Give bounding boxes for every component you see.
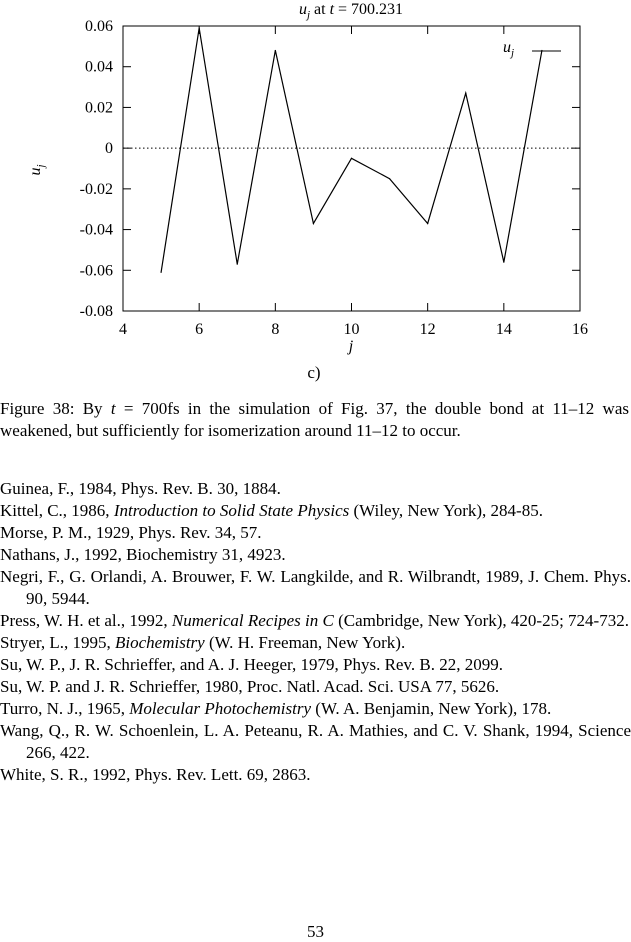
data-point xyxy=(237,264,238,265)
y-axis-label-var: u xyxy=(27,167,44,176)
data-point xyxy=(503,262,504,263)
data-point xyxy=(313,223,314,224)
chart-title-t: t xyxy=(329,1,335,18)
data-point xyxy=(351,158,352,159)
caption-t: t xyxy=(110,399,116,418)
legend-label-sub: j xyxy=(511,47,515,59)
reference-title: Biochemistry xyxy=(115,633,205,652)
reference-publisher: (W. A. Benjamin, New York), 178. xyxy=(311,699,552,718)
reference-item xyxy=(0,478,631,500)
figure-caption xyxy=(0,398,629,442)
y-tick-label: 0.06 xyxy=(85,18,113,35)
data-point xyxy=(427,223,428,224)
y-tick-label: -0.08 xyxy=(79,303,113,320)
reference-text: Turro, N. J., 1965, xyxy=(0,699,130,718)
x-tick-label: 6 xyxy=(195,321,204,338)
data-point xyxy=(389,178,390,179)
page-number: 53 xyxy=(307,922,324,941)
caption-rest: = 700fs in the simulation of Fig. 37, the double bond at 11–12 was weakened, but sufficiently for isomerization around 11–12 to occur. xyxy=(0,399,629,440)
reference-publisher: (Cambridge, New York), 420-25; 724-732. xyxy=(333,611,629,630)
reference-item xyxy=(0,544,631,566)
reference-title: Introduction to Solid State Physics xyxy=(113,501,350,520)
chart-title-eq: = 700.231 xyxy=(334,1,404,18)
reference-text: White, S. R., 1992, Phys. Rev. Lett. 69, 2863. xyxy=(0,765,311,784)
reference-item xyxy=(0,764,631,786)
data-point xyxy=(465,93,466,94)
reference-text: Negri, F., G. Orlandi, A. Brouwer, F. W. Langkilde, and R. Wilbrandt, 1989, J. Chem. Phys. 90, 5944. xyxy=(0,567,631,608)
y-tick-label: 0.04 xyxy=(85,58,113,76)
reference-text: Kittel, C., 1986, xyxy=(0,501,114,520)
reference-text: Nathans, J., 1992, Biochemistry 31, 4923. xyxy=(0,545,286,564)
reference-text: Stryer, L., 1995, xyxy=(0,633,115,652)
chart-title-mid: at xyxy=(310,1,330,18)
legend-label-var: u xyxy=(503,39,511,56)
plot-frame xyxy=(123,26,580,311)
series-line xyxy=(161,28,542,272)
x-tick-label: 8 xyxy=(271,321,280,338)
x-tick-label: 16 xyxy=(572,321,588,338)
reference-text: Press, W. H. et al., 1992, xyxy=(0,611,172,630)
y-tick-label: 0 xyxy=(105,140,113,158)
reference-title: Numerical Recipes in C xyxy=(171,611,334,630)
reference-text: Guinea, F., 1984, Phys. Rev. B. 30, 1884. xyxy=(0,479,281,498)
panel-label: c) xyxy=(307,363,321,382)
caption-prefix: Figure 38: By xyxy=(0,399,111,418)
chart-title xyxy=(299,1,403,21)
x-tick-label: 10 xyxy=(343,321,360,338)
legend-label xyxy=(503,39,514,59)
x-tick-label: 4 xyxy=(119,321,127,338)
reference-item xyxy=(0,676,631,698)
data-point xyxy=(160,272,161,273)
y-axis-label xyxy=(27,164,47,175)
reference-title: Molecular Photochemistry xyxy=(129,699,312,718)
reference-text: Su, W. P., J. R. Schrieffer, and A. J. Heeger, 1979, Phys. Rev. B. 22, 2099. xyxy=(0,655,503,674)
reference-publisher: (W. H. Freeman, New York). xyxy=(204,633,406,652)
reference-item xyxy=(0,654,631,676)
reference-item xyxy=(0,522,631,544)
data-point xyxy=(199,27,200,28)
reference-item xyxy=(0,698,631,720)
y-tick-label: -0.06 xyxy=(79,262,113,280)
reference-publisher: (Wiley, New York), 284-85. xyxy=(349,501,543,520)
chart-title-sub: j xyxy=(306,9,311,21)
reference-text: Morse, P. M., 1929, Phys. Rev. 34, 57. xyxy=(0,523,262,542)
y-tick-label: -0.02 xyxy=(79,180,113,198)
y-tick-label: -0.04 xyxy=(79,221,113,239)
reference-text: Wang, Q., R. W. Schoenlein, L. A. Peteanu, R. A. Mathies, and C. V. Shank, 1994, Science 266, 422. xyxy=(0,721,631,762)
x-axis-label: j xyxy=(348,338,354,355)
y-tick-label: 0.02 xyxy=(85,99,113,117)
y-axis-label-sub: j xyxy=(35,164,47,168)
reference-item xyxy=(0,566,631,610)
reference-item xyxy=(0,632,631,654)
reference-item xyxy=(0,500,631,522)
data-point xyxy=(275,50,276,51)
figure-chart xyxy=(0,0,631,390)
x-tick-label: 14 xyxy=(495,321,512,338)
chart-title-var: u xyxy=(298,1,307,18)
x-tick-label: 12 xyxy=(419,321,436,338)
reference-item xyxy=(0,720,631,764)
reference-list xyxy=(0,478,631,786)
reference-item xyxy=(0,610,631,632)
reference-text: Su, W. P. and J. R. Schrieffer, 1980, Proc. Natl. Acad. Sci. USA 77, 5626. xyxy=(0,677,500,696)
